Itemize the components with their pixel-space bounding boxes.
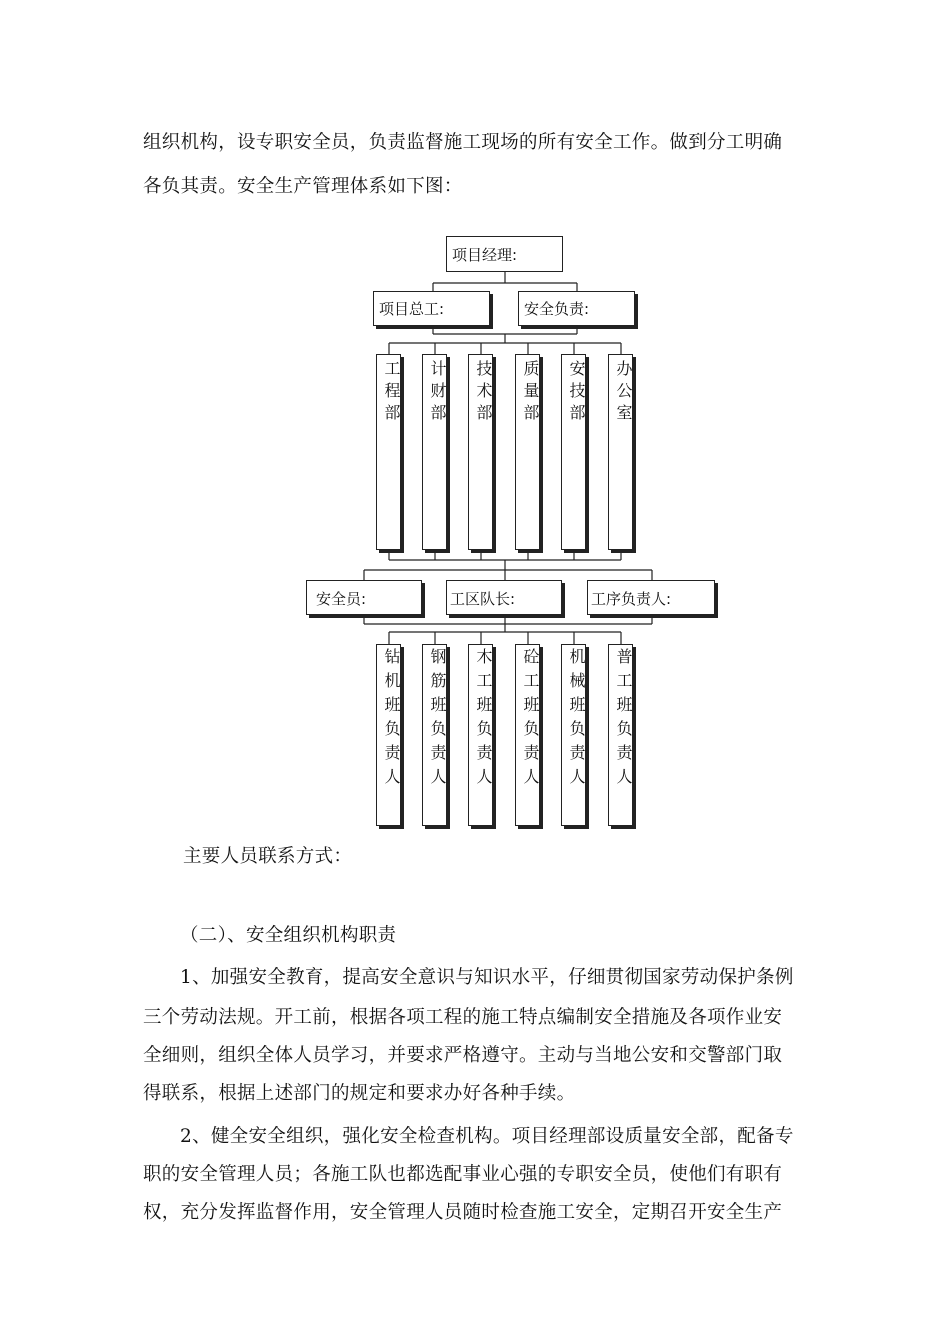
org-label-department: 安技部 bbox=[567, 360, 586, 426]
org-label-team: 钻机班负责人 bbox=[382, 648, 401, 792]
org-label-department: 工程部 bbox=[382, 360, 401, 426]
org-label-team: 钢筋班负责人 bbox=[428, 648, 447, 792]
paragraph-line: 三个劳动法规。开工前，根据各项工程的施工特点编制安全措施及各项作业安 bbox=[143, 1007, 783, 1028]
paragraph-line: 2、健全安全组织，强化安全检查机构。项目经理部设质量安全部，配备专 bbox=[180, 1126, 794, 1147]
org-label-department: 办公室 bbox=[614, 360, 633, 426]
contacts-heading: 主要人员联系方式： bbox=[183, 846, 353, 867]
paragraph-line: 各负其责。安全生产管理体系如下图： bbox=[143, 176, 463, 197]
org-label-team: 普工班负责人 bbox=[614, 648, 633, 792]
paragraph-line: 得联系，根据上述部门的规定和要求办好各种手续。 bbox=[143, 1083, 576, 1104]
org-label-chief-engineer: 项目总工: bbox=[379, 300, 445, 318]
org-label-area-captain: 工区队长: bbox=[450, 590, 516, 608]
org-label-department: 计财部 bbox=[428, 360, 447, 426]
paragraph-line: 1、加强安全教育，提高安全意识与知识水平，仔细贯彻国家劳动保护条例 bbox=[180, 967, 794, 988]
org-label-team: 木工班负责人 bbox=[474, 648, 493, 792]
paragraph-line: 全细则，组织全体人员学习，并要求严格遵守。主动与当地公安和交警部门取 bbox=[143, 1045, 783, 1066]
org-label-team: 机械班负责人 bbox=[567, 648, 586, 792]
org-label-safety-head: 安全负责: bbox=[524, 300, 590, 318]
paragraph-line: 权，充分发挥监督作用，安全管理人员随时检查施工安全，定期召开安全生产 bbox=[143, 1202, 783, 1223]
org-label-manager: 项目经理: bbox=[452, 246, 518, 264]
paragraph-line: 职的安全管理人员；各施工队也都选配事业心强的专职安全员，使他们有职有 bbox=[143, 1164, 783, 1185]
org-label-process-lead: 工序负责人: bbox=[591, 590, 672, 608]
org-label-department: 质量部 bbox=[521, 360, 540, 426]
org-label-safety-officer: 安全员: bbox=[316, 590, 367, 608]
org-label-department: 技术部 bbox=[474, 360, 493, 426]
section-heading: （二）、安全组织机构职责 bbox=[180, 925, 397, 946]
paragraph-line: 组织机构，设专职安全员，负责监督施工现场的所有安全工作。做到分工明确 bbox=[143, 132, 783, 153]
org-label-team: 砼工班负责人 bbox=[521, 648, 540, 792]
